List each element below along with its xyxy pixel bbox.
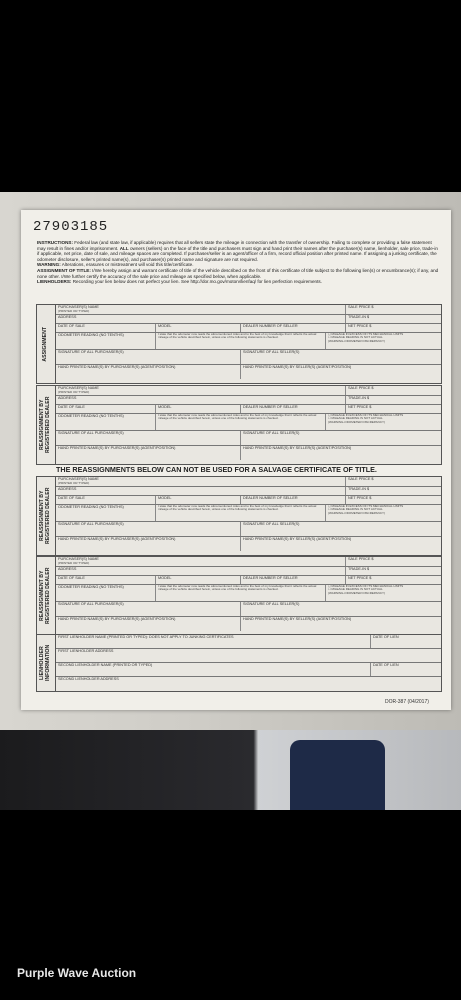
date-model-row	[56, 405, 441, 414]
section-grid	[56, 305, 441, 383]
address-row	[56, 487, 441, 496]
purchaser-printed-name-field[interactable]: HAND PRINTED NAME(S) BY PURCHASER(S) (AGENT/POSITION)	[56, 537, 241, 551]
date-of-sale-field[interactable]: DATE OF SALE	[56, 405, 156, 413]
purchaser-name-row	[56, 557, 441, 567]
purchaser-name-row	[56, 305, 441, 315]
purchaser-printed-name-field[interactable]: HAND PRINTED NAME(S) BY PURCHASER(S) (AGENT/POSITION)	[56, 365, 241, 379]
warning-label: WARNING:	[37, 262, 61, 268]
floor	[0, 730, 461, 810]
second-lienholder-address-field[interactable]: SECOND LIENHOLDER ADDRESS	[58, 677, 119, 681]
instructions-text: Federal law (and state law, if applicable) requires that all sellers state the mileage in connection with the transfer of ownership. Failing to complete or providing a false statement may result in fines and/or imprisonment.	[37, 240, 432, 251]
date-model-row	[56, 496, 441, 505]
seller-signature-field[interactable]: SIGNATURE OF ALL SELLER(S)	[243, 522, 300, 526]
trade-in-field[interactable]: TRADE-IN $	[348, 396, 370, 400]
lienholder-title-label: LIENHOLDER INFORMATION	[37, 635, 56, 691]
odometer-field[interactable]: ODOMETER READING (NO TENTHS)	[56, 505, 156, 521]
odometer-row	[56, 505, 441, 522]
trade-in-field[interactable]: TRADE-IN $	[348, 315, 370, 319]
section-title-label: REASSIGNMENT BY REGISTERED DEALER	[37, 477, 56, 555]
watermark-text: Purple Wave Auction	[17, 966, 137, 980]
printed-name-row	[56, 446, 441, 460]
dealer-number-field[interactable]: DEALER NUMBER OF SELLER	[241, 324, 346, 332]
odometer-statement: I state that the odometer now reads the aforementioned miles and to the best of my knowledge that it reflects the actual mileage of the vehicle described herein, unless one of the following statements is checked.	[156, 585, 326, 601]
purchaser-printed-name-field[interactable]: HAND PRINTED NAME(S) BY PURCHASER(S) (AGENT/POSITION)	[56, 446, 241, 460]
seller-signature-field[interactable]: SIGNATURE OF ALL SELLER(S)	[243, 431, 300, 435]
address-row	[56, 567, 441, 576]
section-title-label: REASSIGNMENT BY REGISTERED DEALER	[37, 386, 56, 464]
seller-signature-field[interactable]: SIGNATURE OF ALL SELLER(S)	[243, 350, 300, 354]
sale-price-field[interactable]: SALE PRICE $	[348, 477, 374, 481]
seller-printed-name-field[interactable]: HAND PRINTED NAME(S) BY SELLER(S) (AGENT/POSITION)	[243, 537, 352, 541]
net-price-field[interactable]: NET PRICE $	[348, 324, 372, 328]
address-field[interactable]: ADDRESS	[56, 315, 346, 323]
address-field[interactable]: ADDRESS	[56, 567, 346, 575]
purchaser-name-field[interactable]: PURCHASER(S) NAME (PRINTED OR TYPED)	[56, 386, 346, 395]
second-lienholder-address-row	[56, 677, 441, 690]
mileage-checkboxes[interactable]: ☐ MILEAGE IN EXCESS OF ITS MECHANICAL LIMITS ☐ MILEAGE READING IS NOT ACTUAL (WARNING-ODOMETER DISCREPANCY)	[328, 414, 404, 424]
mileage-checkboxes[interactable]: ☐ MILEAGE IN EXCESS OF ITS MECHANICAL LIMITS ☐ MILEAGE READING IS NOT ACTUAL (WARNING-ODOMETER DISCREPANCY)	[328, 333, 404, 343]
purchaser-name-row	[56, 477, 441, 487]
section-grid	[56, 386, 441, 464]
dealer-number-field[interactable]: DEALER NUMBER OF SELLER	[241, 496, 346, 504]
printed-name-row	[56, 617, 441, 631]
purchaser-signature-field[interactable]: SIGNATURE OF ALL PURCHASER(S)	[56, 602, 241, 616]
date-of-sale-field[interactable]: DATE OF SALE	[56, 496, 156, 504]
second-date-of-lien-field[interactable]: DATE OF LIEN	[373, 663, 399, 667]
lienholder-section	[36, 634, 442, 692]
mileage-checkboxes[interactable]: ☐ MILEAGE IN EXCESS OF ITS MECHANICAL LIMITS ☐ MILEAGE READING IS NOT ACTUAL (WARNING-ODOMETER DISCREPANCY)	[328, 585, 404, 595]
warning-text: Alterations, erasures or mistreatment will void this title/certificate.	[61, 262, 194, 268]
first-lienholder-name-row	[56, 635, 441, 649]
purchaser-signature-field[interactable]: SIGNATURE OF ALL PURCHASER(S)	[56, 522, 241, 536]
all-label: ALL	[119, 245, 129, 251]
model-field[interactable]: MODEL	[156, 324, 241, 332]
signature-row	[56, 602, 441, 617]
assignment-of-title-text: I/We hereby assign and warrant certificate of title of the vehicle described on the front of this certificate of title subject to the following lien(s) or encumbrance(s); if any, and none other. I/We further certify the accuracy of the sale price and mileage as specified below, when applicable.	[37, 267, 439, 279]
date-of-sale-field[interactable]: DATE OF SALE	[56, 576, 156, 584]
signature-row	[56, 522, 441, 537]
checkbox-icon[interactable]: ☐	[328, 585, 331, 588]
section-grid	[56, 477, 441, 555]
odometer-row	[56, 333, 441, 350]
reassignment-section-1	[36, 385, 442, 465]
salvage-banner: THE REASSIGNMENTS BELOW CAN NOT BE USED FOR A SALVAGE CERTIFICATE OF TITLE.	[56, 465, 377, 474]
printed-name-row	[56, 537, 441, 551]
model-field[interactable]: MODEL	[156, 496, 241, 504]
trade-in-field[interactable]: TRADE-IN $	[348, 567, 370, 571]
purchaser-name-field[interactable]: PURCHASER(S) NAME (PRINTED OR TYPED)	[56, 557, 346, 566]
odometer-statement: I state that the odometer now reads the aforementioned miles and to the best of my knowledge that it reflects the actual mileage of the vehicle described herein, unless one of the following statements is checked.	[156, 414, 326, 430]
odometer-field[interactable]: ODOMETER READING (NO TENTHS)	[56, 333, 156, 349]
address-field[interactable]: ADDRESS	[56, 396, 346, 404]
instructions-label: INSTRUCTIONS:	[37, 240, 73, 245]
sale-price-field[interactable]: SALE PRICE $	[348, 386, 374, 390]
seller-printed-name-field[interactable]: HAND PRINTED NAME(S) BY SELLER(S) (AGENT/POSITION)	[243, 617, 352, 621]
date-model-row	[56, 324, 441, 333]
net-price-field[interactable]: NET PRICE $	[348, 405, 372, 409]
signature-row	[56, 350, 441, 365]
model-field[interactable]: MODEL	[156, 576, 241, 584]
purchaser-name-field[interactable]: PURCHASER(S) NAME (PRINTED OR TYPED)	[56, 305, 346, 314]
lienholders-text: Recording your lien below does not perfect your lien. See http://dor.mo.gov/motorv/lienfaq/ for lien perfection requirements.	[72, 279, 322, 285]
purchaser-printed-name-field[interactable]: HAND PRINTED NAME(S) BY PURCHASER(S) (AGENT/POSITION)	[56, 617, 241, 631]
purchaser-name-field[interactable]: PURCHASER(S) NAME (PRINTED OR TYPED)	[56, 477, 346, 486]
shoe	[290, 740, 385, 810]
date-of-sale-field[interactable]: DATE OF SALE	[56, 324, 156, 332]
address-row	[56, 396, 441, 405]
purchaser-name-row	[56, 386, 441, 396]
top-black-band	[0, 0, 461, 192]
first-lienholder-name-field[interactable]: FIRST LIENHOLDER NAME (PRINTED OR TYPED): DOES NOT APPLY TO JUNKING CERTIFICATES	[56, 635, 371, 648]
address-field[interactable]: ADDRESS	[56, 487, 346, 495]
reassignment-section-2	[36, 476, 442, 556]
dealer-number-field[interactable]: DEALER NUMBER OF SELLER	[241, 576, 346, 584]
net-price-field[interactable]: NET PRICE $	[348, 496, 372, 500]
serial-number: 27903185	[33, 219, 109, 235]
date-model-row	[56, 576, 441, 585]
checkbox-icon[interactable]: ☐	[328, 335, 331, 340]
purchaser-signature-field[interactable]: SIGNATURE OF ALL PURCHASER(S)	[56, 431, 241, 445]
odometer-statement: I state that the odometer now reads the aforementioned miles and to the best of my knowledge that it reflects the actual mileage of the vehicle described herein, unless one of the following statements is checked.	[156, 333, 326, 349]
dealer-number-field[interactable]: DEALER NUMBER OF SELLER	[241, 405, 346, 413]
checkbox-icon[interactable]: ☐	[328, 505, 331, 508]
sale-price-field[interactable]: SALE PRICE $	[348, 305, 374, 309]
seller-signature-field[interactable]: SIGNATURE OF ALL SELLER(S)	[243, 602, 300, 606]
seller-printed-name-field[interactable]: HAND PRINTED NAME(S) BY SELLER(S) (AGENT/POSITION)	[243, 365, 352, 369]
lienholder-grid	[56, 635, 441, 691]
odometer-field[interactable]: ODOMETER READING (NO TENTHS)	[56, 414, 156, 430]
checkbox-icon[interactable]: ☐	[328, 416, 331, 421]
form-number: DOR-387 (04/2017)	[385, 699, 429, 705]
address-row	[56, 315, 441, 324]
purchaser-signature-field[interactable]: SIGNATURE OF ALL PURCHASER(S)	[56, 350, 241, 364]
first-date-of-lien-field[interactable]: DATE OF LIEN	[373, 635, 399, 639]
printed-name-row	[56, 365, 441, 379]
second-lienholder-name-row	[56, 663, 441, 677]
section-grid	[56, 557, 441, 635]
checkbox-icon[interactable]: ☐	[328, 414, 331, 417]
assignment-of-title-label: ASSIGNMENT OF TITLE:	[37, 267, 91, 273]
first-lienholder-address-field[interactable]: FIRST LIENHOLDER ADDRESS	[58, 649, 114, 653]
model-field[interactable]: MODEL	[156, 405, 241, 413]
instructions-block	[37, 240, 441, 285]
checkbox-icon[interactable]: ☐	[328, 507, 331, 512]
section-title-label: ASSIGNMENT	[37, 305, 56, 383]
odometer-statement: I state that the odometer now reads the aforementioned miles and to the best of my knowledge that it reflects the actual mileage of the vehicle described herein, unless one of the following statements is checked.	[156, 505, 326, 521]
odometer-field[interactable]: ODOMETER READING (NO TENTHS)	[56, 585, 156, 601]
odometer-row	[56, 585, 441, 602]
checkbox-icon[interactable]: ☐	[328, 587, 331, 592]
sale-price-field[interactable]: SALE PRICE $	[348, 557, 374, 561]
reassignment-section-3	[36, 556, 442, 636]
signature-row	[56, 431, 441, 446]
net-price-field[interactable]: NET PRICE $	[348, 576, 372, 580]
odometer-row	[56, 414, 441, 431]
all-text: owners (sellers) on the face of the title and purchasers must sign and hand print their names after the purchaser(s) name, lienholder, sale price, trade-in if applicable, net price, date of sale, and mileage spaces are completed. If purchaser/seller is an agent/officer of a firm, record official position after printed name. If assigning a junking certificate, the odometer disclosure, seller's printed name(s), and purchaser(s) printed name and signature are not required.	[37, 245, 438, 262]
first-lienholder-address-row	[56, 649, 441, 663]
mileage-checkboxes[interactable]: ☐ MILEAGE IN EXCESS OF ITS MECHANICAL LIMITS ☐ MILEAGE READING IS NOT ACTUAL (WARNING-ODOMETER DISCREPANCY)	[328, 505, 404, 515]
assignment-section	[36, 304, 442, 384]
section-title-label: REASSIGNMENT BY REGISTERED DEALER	[37, 557, 56, 635]
checkbox-icon[interactable]: ☐	[328, 333, 331, 336]
trade-in-field[interactable]: TRADE-IN $	[348, 487, 370, 491]
seller-printed-name-field[interactable]: HAND PRINTED NAME(S) BY SELLER(S) (AGENT/POSITION)	[243, 446, 352, 450]
second-lienholder-name-field[interactable]: SECOND LIENHOLDER NAME (PRINTED OR TYPED)	[56, 663, 371, 676]
lienholders-label: LIENHOLDERS:	[37, 279, 72, 285]
